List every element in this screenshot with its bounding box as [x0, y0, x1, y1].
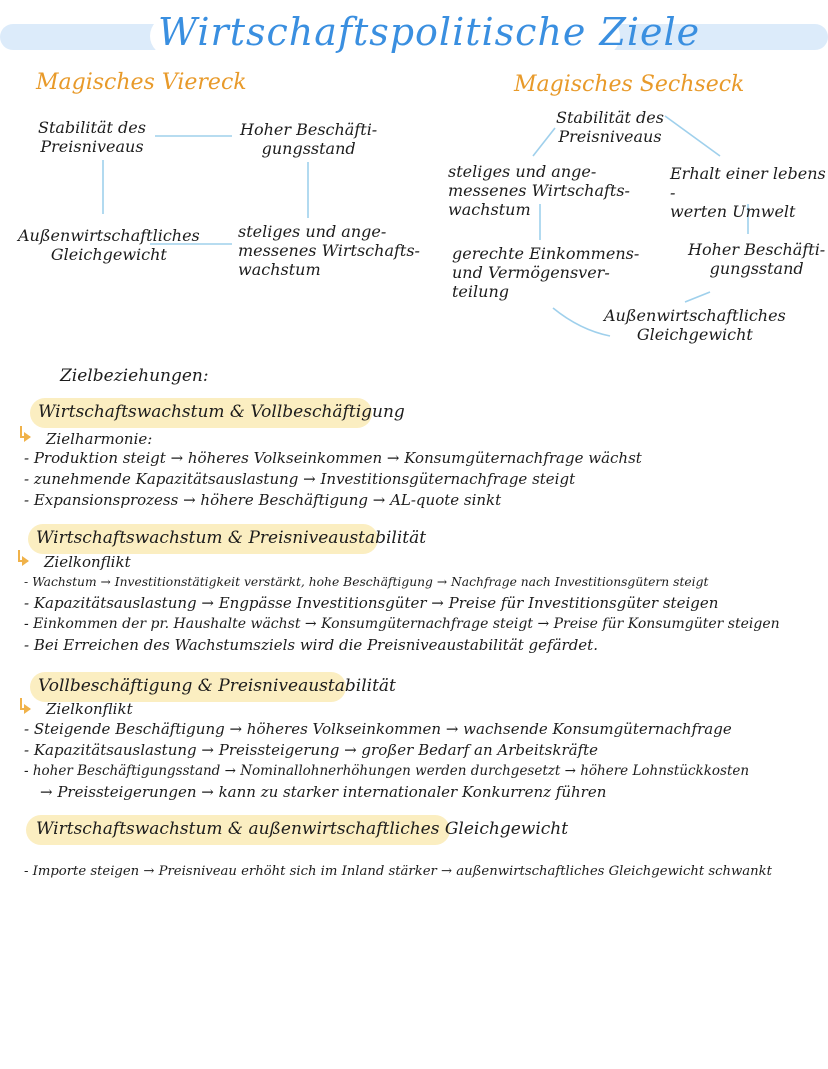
arrow-icon: [18, 550, 28, 562]
list-item: - Expansionsprozess → höhere Beschäftigung → AL-quote sinkt: [24, 491, 502, 509]
viereck-heading: Magisches Viereck: [36, 70, 247, 95]
list-item: - Produktion steigt → höheres Volkseinkommen → Konsumgüternachfrage wächst: [24, 449, 642, 467]
topic-heading: Vollbeschäftigung & Preisniveaustabilität: [38, 676, 396, 696]
page-title: Wirtschaftspolitische Ziele: [158, 10, 701, 54]
list-item: - zunehmende Kapazitätsauslastung → Investitionsgüternachfrage steigt: [24, 470, 576, 488]
relation-type: Zielkonflikt: [46, 700, 133, 718]
viereck-node-beschaeftigung: Hoher Beschäfti- gungsstand: [240, 120, 378, 158]
viereck-node-wachstum: steliges und ange- messenes Wirtschafts- wachstum: [238, 222, 420, 279]
list-item: - Kapazitätsauslastung → Engpässe Investitionsgüter → Preise für Investitionsgüter steigen: [24, 594, 719, 612]
topic-heading: Wirtschaftswachstum & Vollbeschäftigung: [38, 402, 405, 422]
list-item: - Einkommen der pr. Haushalte wächst → Konsumgüternachfrage steigt → Preise für Konsumgüter steigen: [24, 616, 780, 632]
relations-label: Zielbeziehungen:: [60, 366, 209, 386]
arrow-icon: [20, 426, 30, 438]
list-item: - Importe steigen → Preisniveau erhöht sich im Inland stärker → außenwirtschaftliches Gleichgewicht schwankt: [24, 864, 772, 879]
sechseck-node-aussenwirtschaft: Außenwirtschaftliches Gleichgewicht: [604, 306, 786, 344]
topic-heading: Wirtschaftswachstum & außenwirtschaftliches Gleichgewicht: [36, 819, 569, 839]
list-item: - Kapazitätsauslastung → Preissteigerung → großer Bedarf an Arbeitskräfte: [24, 741, 599, 759]
sechseck-node-umwelt: Erhalt einer lebens - werten Umwelt: [670, 164, 826, 221]
list-item: - Steigende Beschäftigung → höheres Volkseinkommen → wachsende Konsumgüternachfrage: [24, 720, 732, 738]
sechseck-node-verteilung: gerechte Einkommens- und Vermögensver- teilung: [452, 244, 640, 301]
list-item: - hoher Beschäftigungsstand → Nominallohnerhöhungen werden durchgesetzt → höhere Lohnstückkosten: [24, 763, 750, 779]
list-item: → Preissteigerungen → kann zu starker internationaler Konkurrenz führen: [40, 783, 607, 801]
list-item: - Bei Erreichen des Wachstumsziels wird die Preisniveaustabilität gefärdet.: [24, 636, 598, 654]
topic-heading: Wirtschaftswachstum & Preisniveaustabilität: [36, 528, 427, 548]
sechseck-node-wachstum: steliges und ange- messenes Wirtschafts- wachstum: [448, 162, 630, 219]
sechseck-node-beschaeftigung: Hoher Beschäfti- gungsstand: [688, 240, 826, 278]
viereck-node-aussenwirtschaft: Außenwirtschaftliches Gleichgewicht: [18, 226, 200, 264]
arrow-icon: [20, 698, 30, 710]
viereck-node-preisniveau: Stabilität des Preisniveaus: [38, 118, 146, 156]
list-item: - Wachstum → Investitionstätigkeit verstärkt, hohe Beschäftigung → Nachfrage nach Investitionsgütern steigt: [24, 575, 709, 589]
sechseck-node-preisniveau: Stabilität des Preisniveaus: [556, 108, 664, 146]
relation-type: Zielharmonie:: [46, 430, 153, 448]
relation-type: Zielkonflikt: [44, 553, 131, 571]
sechseck-heading: Magisches Sechseck: [514, 72, 745, 97]
